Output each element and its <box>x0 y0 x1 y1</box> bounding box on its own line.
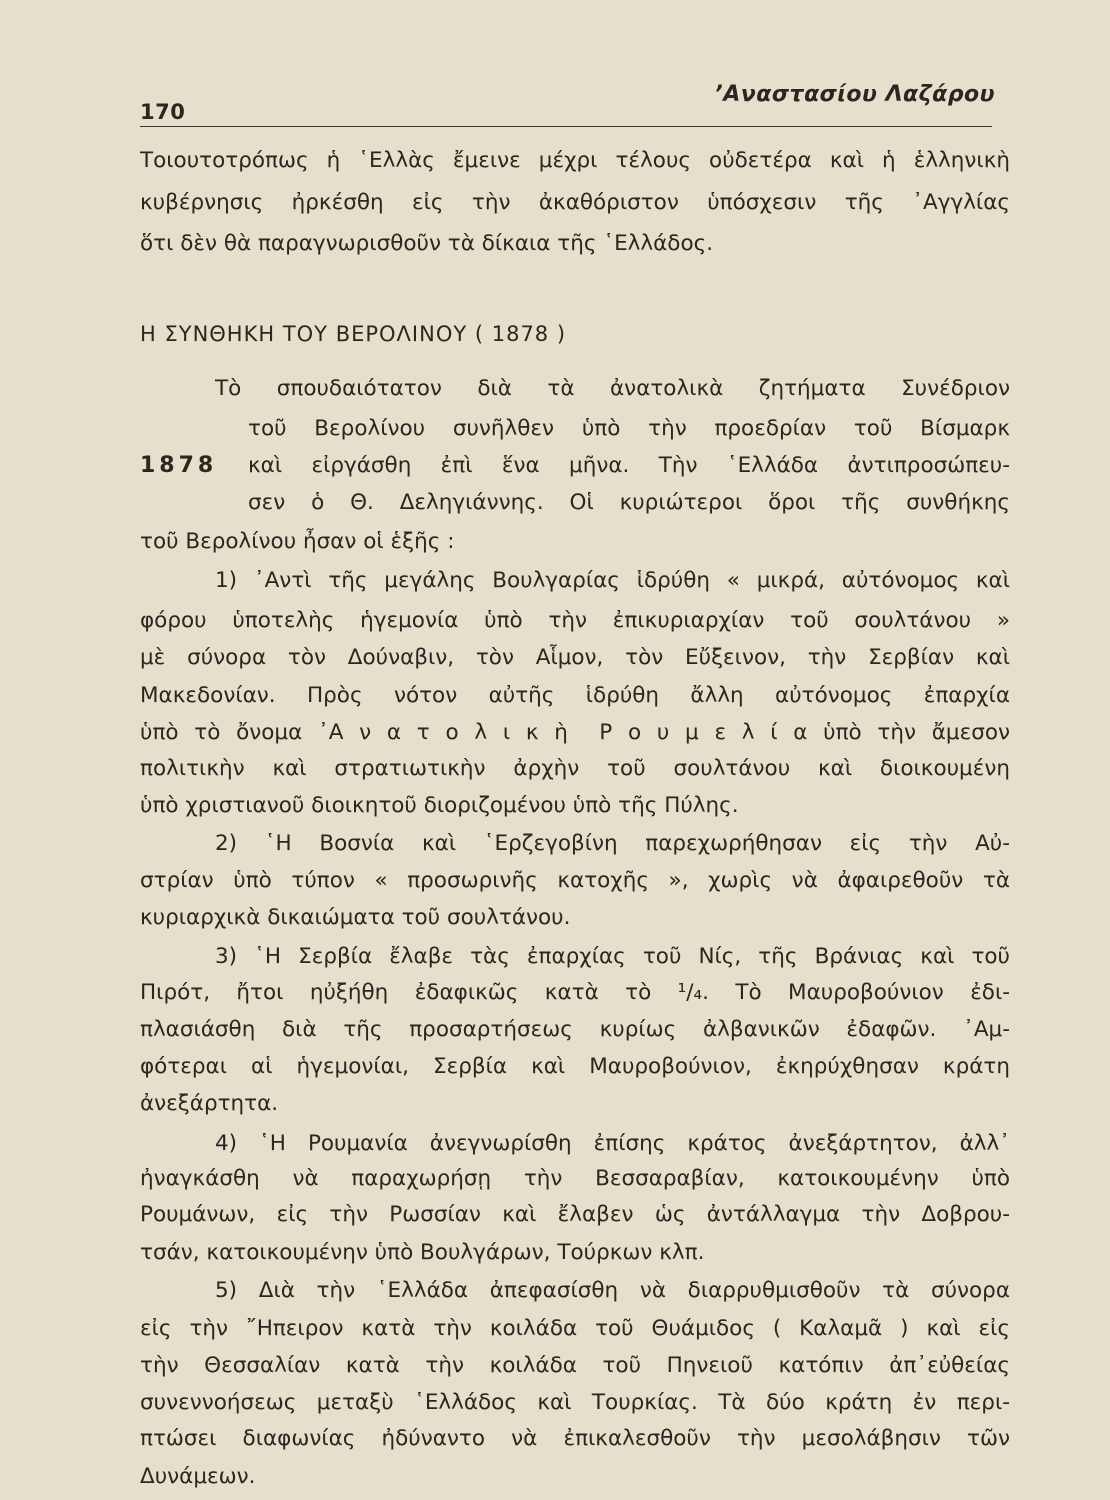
text-line: φότεραι αἱ ἡγεμονίαι, Σερβία καὶ Μαυροβούνιον, ἐκηρύχθησαν κράτη <box>140 1054 1010 1079</box>
text-line: 4) ῾Η Ρουμανία ἀνεγνωρίσθη ἐπίσης κράτος ἀνεξάρτητον, ἀλλ᾽ <box>215 1131 1010 1156</box>
margin-year: 1878 <box>140 453 218 478</box>
running-head: ’Αναστασίου Λαζάρου <box>714 82 995 107</box>
text-line: στρίαν ὑπὸ τύπον « προσωρινῆς κατοχῆς », χωρὶς νὰ ἀφαιρεθοῦν τὰ <box>140 868 1010 893</box>
text-line: τοῦ Βερολίνου συνῆλθεν ὑπὸ τὴν προεδρίαν τοῦ Βίσμαρκ <box>248 416 1010 441</box>
text-line: ἀνεξάρτητα. <box>140 1091 279 1116</box>
text-line: 1) ᾿Αντὶ τῆς μεγάλης Βουλγαρίας ἱδρύθη « μικρά, αὐτόνομος καὶ <box>215 568 1010 593</box>
text-line: πολιτικὴν καὶ στρατιωτικὴν ἀρχὴν τοῦ σουλτάνου καὶ διοικουμένη <box>140 756 1010 781</box>
text-line: καὶ εἰργάσθη ἐπὶ ἕνα μῆνα. Τὴν ῾Ελλάδα ἀντιπροσώπευ- <box>248 453 1010 478</box>
text-line: ὑπὸ χριστιανοῦ διοικητοῦ διοριζομένου ὑπὸ τῆς Πύλης. <box>140 793 739 818</box>
text-line: πτώσει διαφωνίας ἠδύναντο νὰ ἐπικαλεσθοῦν τὴν μεσολάβησιν τῶν <box>140 1426 1010 1451</box>
header-rule <box>140 126 992 127</box>
text-line: ὑπὸ τὸ ὄνομα ᾿Α ν α τ ο λ ι κ ὴ Ρ ο υ μ ε λ ί α ὑπὸ τὴν ἄμεσον <box>140 720 1010 745</box>
page-number: 170 <box>140 100 186 124</box>
text-line: τσάν, κατοικουμένην ὑπὸ Βουλγάρων, Τούρκων κλπ. <box>140 1240 705 1265</box>
text-line: Τοιουτοτρόπως ἡ ῾Ελλὰς ἔμεινε μέχρι τέλους οὐδετέρα καὶ ἡ ἑλληνικὴ <box>140 148 1010 173</box>
text-line: 5) Διὰ τὴν ῾Ελλάδα ἀπεφασίσθη νὰ διαρρυθμισθοῦν τὰ σύνορα <box>215 1278 1010 1303</box>
section-heading: Η ΣΥΝΘΗΚΗ ΤΟΥ ΒΕΡΟΛΙΝΟΥ ( 1878 ) <box>140 322 567 346</box>
text-line: Τὸ σπουδαιότατον διὰ τὰ ἀνατολικὰ ζητήματα Συνέδριον <box>215 376 1010 401</box>
text-line: πλασιάσθη διὰ τῆς προσαρτήσεως κυρίως ἀλβανικῶν ἐδαφῶν. ᾿Αμ- <box>140 1017 1010 1042</box>
text-line: τὴν Θεσσαλίαν κατὰ τὴν κοιλάδα τοῦ Πηνειοῦ κατόπιν ἀπ᾽εὐθείας <box>140 1353 1010 1378</box>
text-line: 3) ῾Η Σερβία ἔλαβε τὰς ἐπαρχίας τοῦ Νίς, τῆς Βράνιας καὶ τοῦ <box>215 944 1010 969</box>
text-line: Δυνάμεων. <box>140 1464 256 1489</box>
text-line: Ρουμάνων, εἰς τὴν Ρωσσίαν καὶ ἔλαβεν ὡς ἀντάλλαγμα τὴν Δοβρου- <box>140 1202 1010 1227</box>
text-line: 2) ῾Η Βοσνία καὶ ῾Ερζεγοβίνη παρεχωρήθησαν εἰς τὴν Αὐ- <box>215 831 1010 856</box>
text-line: κυριαρχικὰ δικαιώματα τοῦ σουλτάνου. <box>140 905 571 930</box>
text-line: εἰς τὴν ῎Ηπειρον κατὰ τὴν κοιλάδα τοῦ Θυάμιδος ( Καλαμᾶ ) καὶ εἰς <box>140 1316 1010 1341</box>
text-line: ὅτι δὲν θὰ παραγνωρισθοῦν τὰ δίκαια τῆς ῾Ελλάδος. <box>140 231 714 256</box>
text-line: Πιρότ, ἤτοι ηὐξήθη ἐδαφικῶς κατὰ τὸ ¹/₄. Τὸ Μαυροβούνιον ἐδι- <box>140 980 1010 1005</box>
text-line: τοῦ Βερολίνου ἦσαν οἱ ἑξῆς : <box>140 529 455 554</box>
text-line: κυβέρνησις ἠρκέσθη εἰς τὴν ἀκαθόριστον ὑπόσχεσιν τῆς ᾿Αγγλίας <box>140 190 1010 215</box>
text-line: Μακεδονίαν. Πρὸς νότον αὐτῆς ἱδρύθη ἄλλη αὐτόνομος ἐπαρχία <box>140 683 1010 708</box>
text-line: ἠναγκάσθη νὰ παραχωρήσῃ τὴν Βεσσαραβίαν, κατοικουμένην ὑπὸ <box>140 1166 1010 1191</box>
text-line: σεν ὁ Θ. Δεληγιάννης. Οἱ κυριώτεροι ὅροι τῆς συνθήκης <box>248 490 1010 515</box>
text-line: φόρου ὑποτελὴς ἡγεμονία ὑπὸ τὴν ἐπικυριαρχίαν τοῦ σουλτάνου » <box>140 608 1010 633</box>
text-line: συνεννοήσεως μεταξὺ ῾Ελλάδος καὶ Τουρκίας. Τὰ δύο κράτη ἐν περι- <box>140 1390 1010 1415</box>
text-line: μὲ σύνορα τὸν Δούναβιν, τὸν Αἷμον, τὸν Εὔξεινον, τὴν Σερβίαν καὶ <box>140 645 1010 670</box>
